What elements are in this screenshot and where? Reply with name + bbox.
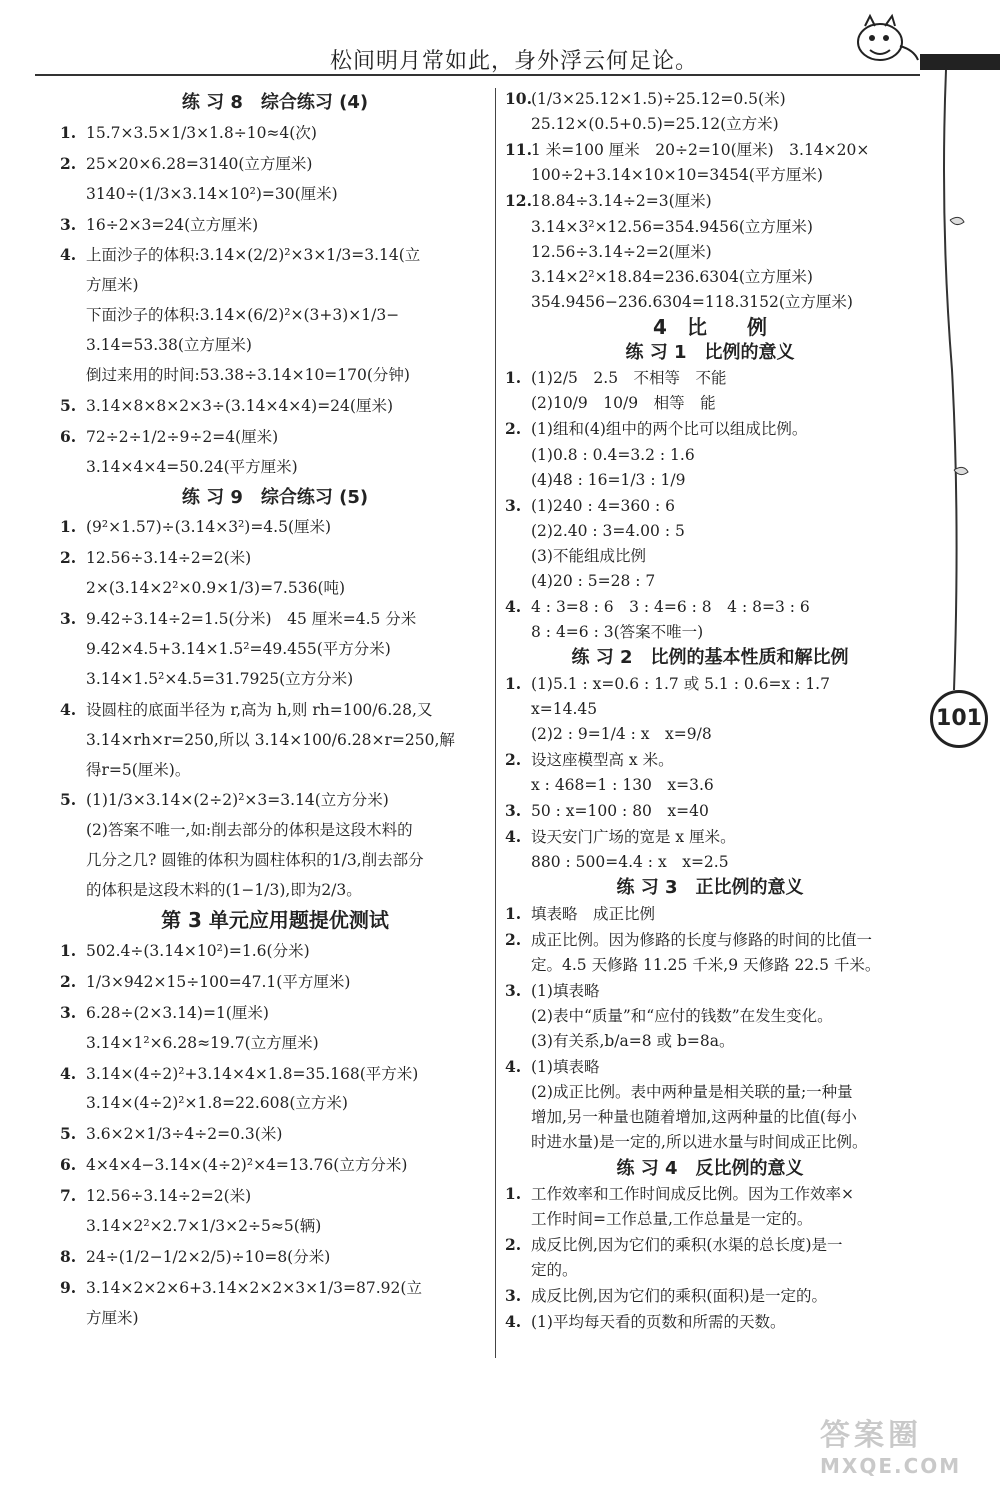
watermark <box>820 1410 990 1480</box>
answer-text: 工作效率和工作时间成反比例。因为工作效率× <box>531 1184 854 1203</box>
answer-line <box>60 547 490 569</box>
answer-text: (1)1/3×3.14×(2÷2)²×3=3.14(立方分米) <box>86 791 389 810</box>
answer-line <box>505 1311 915 1333</box>
item-number: 4. <box>505 1057 522 1077</box>
answer-line <box>60 940 490 962</box>
answer-line <box>505 546 915 567</box>
answer-line <box>60 184 490 205</box>
answer-text: 填表略 成正比例 <box>531 904 656 923</box>
answer-line <box>505 1260 915 1281</box>
answer-text: 成反比例,因为它们的乘积(水渠的总长度)是一 <box>531 1235 843 1254</box>
item-number: 1. <box>60 517 77 537</box>
answer-text: x=14.45 <box>531 699 598 718</box>
page-header <box>0 0 1000 80</box>
answer-text: 25×20×6.28=3140(立方厘米) <box>86 154 313 173</box>
answer-line <box>505 1209 915 1230</box>
answer-text: 3.14×(4÷2)²×1.8=22.608(立方米) <box>86 1094 348 1113</box>
answer-line <box>505 367 915 389</box>
answer-line <box>505 699 915 720</box>
answer-text: (2)2.40 : 3=4.00 : 5 <box>531 521 685 540</box>
answer-text: 成反比例,因为它们的乘积(面积)是一定的。 <box>531 1287 828 1306</box>
item-number: 9. <box>60 1277 77 1297</box>
answer-line <box>505 929 915 951</box>
answer-line <box>505 521 915 542</box>
answer-text: (1)填表略 <box>531 1058 600 1077</box>
header-rule <box>35 74 920 76</box>
answer-line <box>505 165 915 186</box>
answer-line <box>505 470 915 491</box>
section-title: 练 习 3 正比例的意义 <box>616 877 804 899</box>
answer-text: (1)填表略 <box>531 981 600 1000</box>
answer-line <box>505 1183 915 1205</box>
answer-line <box>505 1082 915 1103</box>
answer-text: 25.12×(0.5+0.5)=25.12(立方米) <box>531 115 779 134</box>
answer-text: (3)不能组成比例 <box>531 546 646 565</box>
answer-line <box>505 955 915 976</box>
page-number: 101 <box>930 690 988 748</box>
answer-line <box>60 426 490 448</box>
answer-text: 定。4.5 天修路 11.25 千米,9 天修路 22.5 千米。 <box>531 955 881 974</box>
answer-line <box>60 850 490 871</box>
answer-text: 方厘米) <box>86 1308 139 1327</box>
answer-text: 16÷2×3=24(立方厘米) <box>86 215 259 234</box>
answer-text: 1/3×942×15÷100=47.1(平方厘米) <box>86 972 351 991</box>
item-number: 1. <box>60 940 77 960</box>
answer-text: 3.14×8×8×2×3÷(3.14×4×4)=24(厘米) <box>86 396 394 415</box>
item-number: 7. <box>60 1186 77 1206</box>
answer-line <box>60 1002 490 1024</box>
answer-text: 得r=5(厘米)。 <box>86 760 191 779</box>
answer-text: (3)有关系,b/a=8 或 b=8a。 <box>531 1032 735 1051</box>
item-number: 2. <box>60 153 77 173</box>
answer-line <box>505 980 915 1002</box>
answer-text: 50 : x=100 : 80 x=40 <box>531 802 709 821</box>
item-number: 6. <box>60 1155 77 1175</box>
item-number: 2. <box>505 1234 522 1254</box>
item-number: 1. <box>505 903 522 923</box>
answer-text: 倒过来用的时间:53.38÷3.14×10=170(分钟) <box>86 366 410 385</box>
section-title: 练 习 4 反比例的意义 <box>616 1157 804 1179</box>
answer-line <box>60 760 490 781</box>
answer-line <box>505 622 915 643</box>
item-number: 4. <box>505 1312 522 1332</box>
column-divider <box>495 88 496 1358</box>
answer-text: x : 468=1 : 130 x=3.6 <box>531 775 714 794</box>
answer-text: (2)成正比例。表中两种量是相关联的量;一种量 <box>531 1083 853 1102</box>
section-title: 第 3 单元应用题提优测试 <box>161 908 389 933</box>
answer-text: 3.14×4×4=50.24(平方厘米) <box>86 457 298 476</box>
item-number: 2. <box>505 929 522 949</box>
answer-line <box>505 724 915 745</box>
answer-text: 8 : 4=6 : 3(答案不唯一) <box>531 623 704 642</box>
answer-text: 2×(3.14×2²×0.9×1/3)=7.536(吨) <box>86 579 346 598</box>
answer-line <box>505 1031 915 1052</box>
answer-line <box>505 1234 915 1256</box>
item-number: 3. <box>60 1002 77 1022</box>
answer-line <box>505 445 915 466</box>
item-number: 3. <box>505 1286 522 1306</box>
answer-text: (2)10/9 10/9 相等 能 <box>531 394 716 413</box>
answer-text: 880 : 500=4.4 : x x=2.5 <box>531 853 729 872</box>
cartoon-mascot-icon <box>840 10 920 70</box>
answer-line <box>60 395 490 417</box>
section-title: 4 比 例 <box>653 314 767 339</box>
answer-line <box>505 903 915 925</box>
item-number: 1. <box>505 1183 522 1203</box>
item-number: 1. <box>60 122 77 142</box>
answer-line <box>505 139 915 161</box>
answer-text: 3.14×2²×18.84=236.6304(立方厘米) <box>531 267 813 286</box>
answer-text: 4×4×4−3.14×(4÷2)²×4=13.76(立方分米) <box>86 1156 408 1175</box>
right-column <box>505 88 915 1337</box>
answer-text: 增加,另一种量也随着增加,这两种量的比值(每小 <box>531 1108 857 1127</box>
answer-line <box>505 114 915 135</box>
item-number: 5. <box>60 395 77 415</box>
item-number: 4. <box>60 245 77 265</box>
answer-text: (1)2/5 2.5 不相等 不能 <box>531 369 727 388</box>
answer-line <box>60 153 490 175</box>
answer-text: (1)平均每天看的页数和所需的天数。 <box>531 1313 786 1332</box>
decorative-vine-icon <box>938 70 978 690</box>
answer-line <box>505 495 915 517</box>
answer-text: 定的。 <box>531 1261 578 1280</box>
answer-text: 12.56÷3.14÷2=2(厘米) <box>531 242 712 261</box>
answer-line <box>505 596 915 618</box>
answer-text: 3.14×1.5²×4.5=31.7925(立方分米) <box>86 669 354 688</box>
section-title: 练 习 1 比例的意义 <box>625 342 795 364</box>
answer-line <box>60 1277 490 1299</box>
answer-text: 3.14×2²×2.7×1/3×2÷5≈5(辆) <box>86 1216 322 1235</box>
answer-text: 3.14×3²×12.56=354.9456(立方厘米) <box>531 217 813 236</box>
answer-line <box>60 971 490 993</box>
item-number: 11. <box>505 140 532 160</box>
answer-text: 15.7×3.5×1/3×1.8÷10≈4(次) <box>86 123 317 142</box>
answer-line <box>505 393 915 414</box>
answer-text: (1)240 : 4=360 : 6 <box>531 496 675 515</box>
item-number: 4. <box>505 597 522 617</box>
answer-text: 18.84÷3.14÷2=3(厘米) <box>531 192 712 211</box>
item-number: 3. <box>505 801 522 821</box>
left-column <box>60 88 490 1338</box>
answer-line <box>505 826 915 848</box>
answer-text: 3.6×2×1/3÷4÷2=0.3(米) <box>86 1125 283 1144</box>
answer-line <box>60 1246 490 1268</box>
answer-line <box>60 365 490 386</box>
answer-line <box>60 578 490 599</box>
header-bar <box>920 54 1000 70</box>
item-number: 2. <box>60 548 77 568</box>
answer-text: 设天安门广场的宽是 x 厘米。 <box>531 828 736 847</box>
answer-text: 9.42×4.5+3.14×1.5²=49.455(平方分米) <box>86 640 391 659</box>
answer-line <box>60 699 490 721</box>
answer-line <box>60 457 490 478</box>
answer-line <box>60 730 490 751</box>
item-number: 3. <box>505 980 522 1000</box>
item-number: 1. <box>505 673 522 693</box>
answer-text: 时进水量)是一定的,所以进水量与时间成正比例。 <box>531 1133 868 1152</box>
item-number: 3. <box>60 214 77 234</box>
answer-line <box>60 275 490 296</box>
answer-text: 3.14×1²×6.28≈19.7(立方厘米) <box>86 1033 319 1052</box>
section-title: 练 习 9 综合练习 (5) <box>181 486 369 508</box>
answer-line <box>505 242 915 263</box>
item-number: 2. <box>60 971 77 991</box>
answer-line <box>60 1033 490 1054</box>
answer-line <box>505 267 915 288</box>
answer-text: (1)5.1 : x=0.6 : 1.7 或 5.1 : 0.6=x : 1.7 <box>531 674 830 693</box>
answer-text: 上面沙子的体积:3.14×(2/2)²×3×1/3=3.14(立 <box>86 246 421 265</box>
item-number: 2. <box>505 419 522 439</box>
answer-line <box>60 608 490 630</box>
answer-line <box>60 305 490 326</box>
answer-text: 12.56÷3.14÷2=2(米) <box>86 549 252 568</box>
answer-text: (1)组和(4)组中的两个比可以组成比例。 <box>531 420 808 439</box>
answer-line <box>505 1132 915 1153</box>
item-number: 12. <box>505 191 532 211</box>
answer-line <box>505 88 915 110</box>
item-number: 3. <box>505 495 522 515</box>
item-number: 4. <box>60 1063 77 1083</box>
answer-line <box>505 190 915 212</box>
item-number: 4. <box>505 827 522 847</box>
answer-text: 24÷(1/2−1/2×2/5)÷10=8(分米) <box>86 1247 331 1266</box>
answer-text: (9²×1.57)÷(3.14×3²)=4.5(厘米) <box>86 518 332 537</box>
answer-text: 1 米=100 厘米 20÷2=10(厘米) 3.14×20× <box>531 141 870 160</box>
answer-text: 4 : 3=8 : 6 3 : 4=6 : 8 4 : 8=3 : 6 <box>531 598 810 617</box>
answer-text: 成正比例。因为修路的长度与修路的时间的比值一 <box>531 930 873 949</box>
answer-text: (2)2 : 9=1/4 : x x=9/8 <box>531 724 712 743</box>
answer-line <box>505 217 915 238</box>
item-number: 6. <box>60 426 77 446</box>
answer-text: 工作时间=工作总量,工作总量是一定的。 <box>531 1209 813 1228</box>
answer-line <box>60 789 490 811</box>
header-motto: 松间明月常如此，身外浮云何足论。 <box>330 49 699 74</box>
answer-text: 12.56÷3.14÷2=2(米) <box>86 1187 252 1206</box>
answer-text: 100÷2+3.14×10×10=3454(平方厘米) <box>531 166 823 185</box>
answer-line <box>60 639 490 660</box>
item-number: 4. <box>60 699 77 719</box>
answer-line <box>505 1006 915 1027</box>
answer-text: 几分之几? 圆锥的体积为圆柱体积的1/3,削去部分 <box>86 851 424 870</box>
answer-line <box>60 1123 490 1145</box>
answer-line <box>60 1185 490 1207</box>
item-number: 5. <box>60 1124 77 1144</box>
answer-line <box>505 775 915 796</box>
answer-text: 3140÷(1/3×3.14×10²)=30(厘米) <box>86 184 338 203</box>
answer-text: (1)0.8 : 0.4=3.2 : 1.6 <box>531 445 695 464</box>
answer-line <box>60 820 490 841</box>
answer-text: 方厘米) <box>86 276 139 295</box>
answer-line <box>60 1308 490 1329</box>
item-number: 1. <box>505 368 522 388</box>
answer-text: 设圆柱的底面半径为 r,高为 h,则 rh=100/6.28,又 <box>86 700 433 719</box>
section-title: 练 习 8 综合练习 (4) <box>181 92 369 113</box>
answer-line <box>60 244 490 266</box>
answer-text: 9.42÷3.14÷2=1.5(分米) 45 厘米=4.5 分米 <box>86 610 417 629</box>
section-title: 练 习 2 比例的基本性质和解比例 <box>571 647 849 669</box>
answer-line <box>505 852 915 873</box>
answer-text: 的体积是这段木料的(1−1/3),即为2/3。 <box>86 881 362 900</box>
answer-text: 6.28÷(2×3.14)=1(厘米) <box>86 1003 269 1022</box>
answer-text: 502.4÷(3.14×10²)=1.6(分米) <box>86 941 310 960</box>
item-number: 3. <box>60 609 77 629</box>
answer-text: 设这座模型高 x 米。 <box>531 750 674 769</box>
answer-line <box>505 1056 915 1078</box>
answer-text: (2)表中“质量”和“应付的钱数”在发生变化。 <box>531 1006 833 1025</box>
answer-text: (4)48 : 16=1/3 : 1/9 <box>531 470 686 489</box>
answer-line <box>60 880 490 901</box>
item-number: 10. <box>505 89 532 108</box>
watermark-title: 答案圈 <box>820 1418 922 1453</box>
answer-line <box>505 292 915 313</box>
answer-text: (1/3×25.12×1.5)÷25.12=0.5(米) <box>531 90 786 108</box>
answer-line <box>505 749 915 771</box>
answer-text: (2)答案不唯一,如:削去部分的体积是这段木料的 <box>86 821 413 840</box>
answer-line <box>60 335 490 356</box>
answer-line <box>60 1063 490 1085</box>
answer-line <box>60 516 490 538</box>
answer-line <box>505 418 915 440</box>
answer-line <box>60 1093 490 1114</box>
answer-line <box>505 1107 915 1128</box>
answer-line <box>60 122 490 144</box>
item-number: 8. <box>60 1246 77 1266</box>
answer-text: 3.14=53.38(立方厘米) <box>86 336 252 355</box>
answer-line <box>505 1285 915 1307</box>
answer-text: 下面沙子的体积:3.14×(6/2)²×(3+3)×1/3− <box>86 306 400 325</box>
item-number: 2. <box>505 749 522 769</box>
answer-line <box>505 800 915 822</box>
answer-line <box>60 1154 490 1176</box>
answer-line <box>60 669 490 690</box>
item-number: 5. <box>60 790 77 810</box>
answer-line <box>60 214 490 236</box>
answer-text: 3.14×2×2×6+3.14×2×2×3×1/3=87.92(立 <box>86 1278 422 1297</box>
watermark-url: MXQE.COM <box>820 1454 962 1478</box>
answer-line <box>505 571 915 592</box>
answer-line <box>505 673 915 695</box>
answer-text: 72÷2÷1/2÷9÷2=4(厘米) <box>86 427 279 446</box>
answer-text: (4)20 : 5=28 : 7 <box>531 572 656 591</box>
answer-line <box>60 1216 490 1237</box>
answer-text: 3.14×(4÷2)²+3.14×4×1.8=35.168(平方米) <box>86 1064 419 1083</box>
answer-text: 354.9456−236.6304=118.3152(立方厘米) <box>531 292 853 311</box>
answer-text: 3.14×rh×r=250,所以 3.14×100/6.28×r=250,解 <box>86 730 455 749</box>
